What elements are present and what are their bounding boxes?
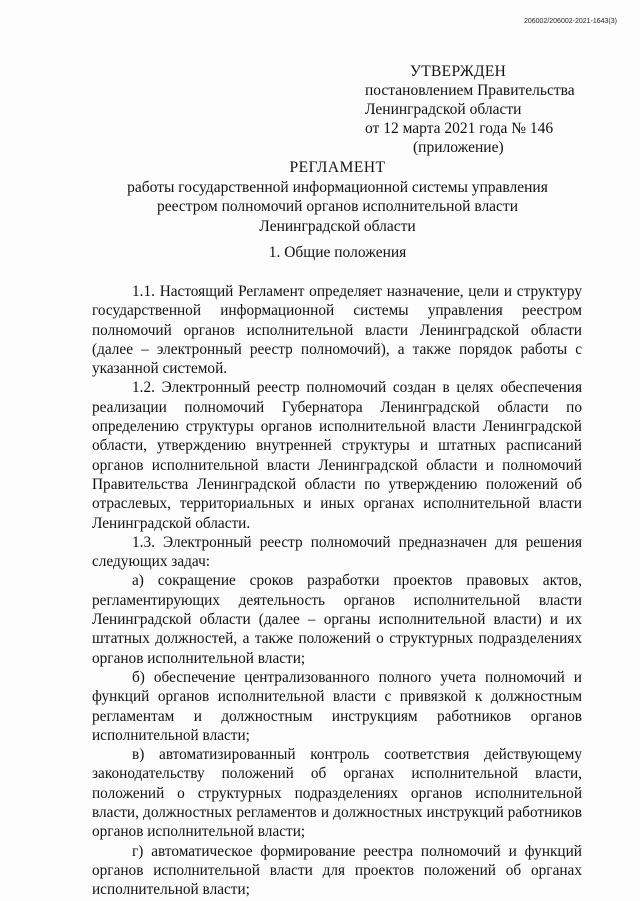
approval-heading: УТВЕРЖДЕН xyxy=(410,63,507,80)
document-number: 206002/206002-2021-1643(3) xyxy=(523,18,617,25)
document-subtitle-line: работы государственной информационной системы управления xyxy=(127,178,548,196)
document-title: РЕГЛАМЕНТ xyxy=(289,159,386,176)
document-title-block xyxy=(95,158,580,236)
list-item: б) обеспечение централизованного полного учета полномочий и функций органов исполнительной власти с привязкой к должностным регламентам и должностным инструкциям работников органов исполнительной власти; xyxy=(92,668,582,744)
document-body xyxy=(92,282,582,900)
paragraph: 1.3. Электронный реестр полномочий предназначен для решения следующих задач: xyxy=(92,533,582,571)
approval-line: постановлением Правительства xyxy=(365,82,575,99)
section-heading: 1. Общие положения xyxy=(268,244,407,261)
document-subtitle-line: реестром полномочий органов исполнительной власти xyxy=(156,198,519,215)
approval-appendix-note: (приложение) xyxy=(413,139,504,156)
approval-stamp-block xyxy=(355,62,595,157)
document-subtitle-line: Ленинградской области xyxy=(259,217,416,235)
paragraph: 1.2. Электронный реестр полномочий создан в целях обеспечения реализации полномочий Губернатора Ленинградской области по определению структуры органов исполнительной власти Ленинградской области, утверждению внутренней структуры и штатных расписаний органов исполнительной власти Ленинградской области и полномочий Правительства Ленинградской области по утверждению положений об отраслевых, территориальных и иных органах исполнительной власти Ленинградской области. xyxy=(92,379,582,532)
list-item: г) автоматическое формирование реестра полномочий и функций органов исполнительной власти для проектов положений об органах исполнительной власти; xyxy=(92,842,582,899)
list-item: а) сокращение сроков разработки проектов правовых актов, регламентирующих деятельность органов исполнительной власти Ленинградской области (далее – органы исполнительной власти) и их штатных должностей, а также положений о структурных подразделениях органов исполнительной власти; xyxy=(92,572,582,667)
paragraph: 1.1. Настоящий Регламент определяет назначение, цели и структуру государственной информационной системы управления реестром полномочий органов исполнительной власти Ленинградской области (далее – электронный реестр полномочий), а также порядок работы с указанной системой. xyxy=(92,283,582,378)
approval-line: Ленинградской области xyxy=(365,101,522,118)
approval-date-line: от 12 марта 2021 года № 146 xyxy=(365,120,554,137)
list-item: в) автоматизированный контроль соответствия действующему законодательству положений об органах исполнительной власти, положений о структурных подразделениях органов исполнительной власти, должностных регламентов и должностных инструкций работников органов исполнительной власти; xyxy=(92,746,582,841)
